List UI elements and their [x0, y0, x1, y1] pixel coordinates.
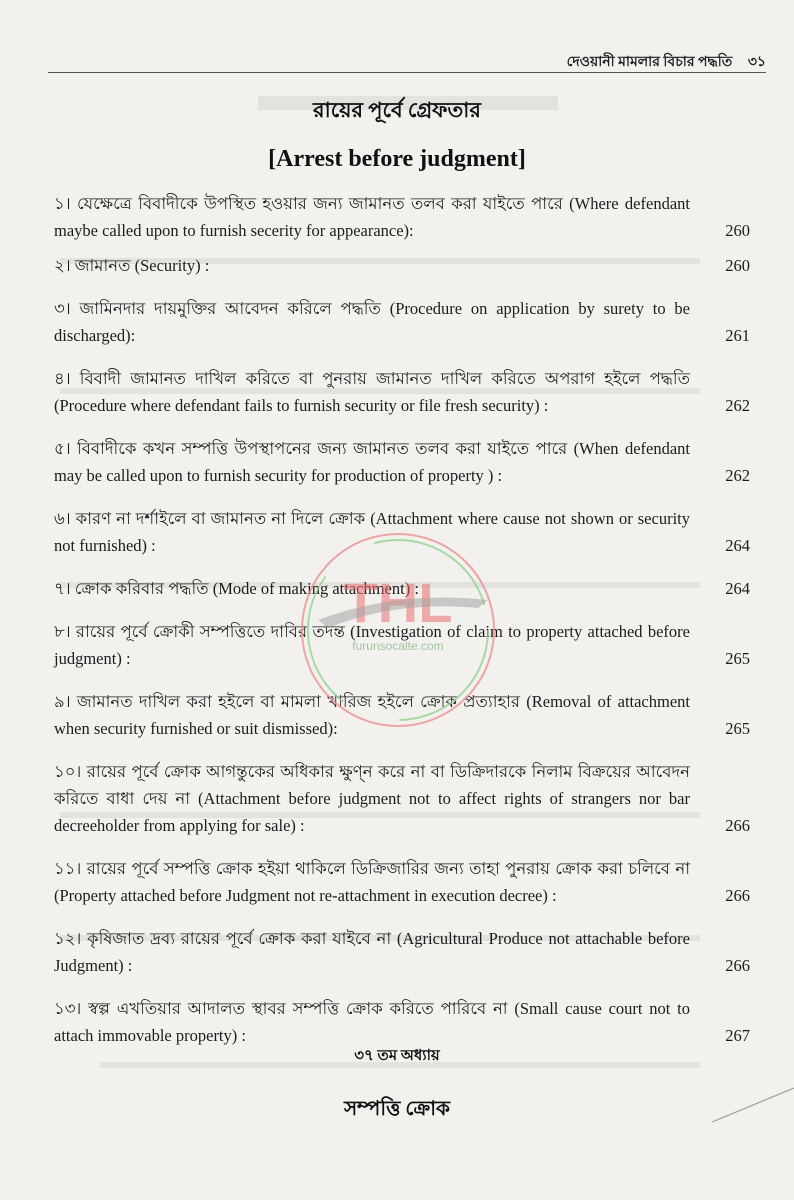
toc-entry: [54, 252, 750, 279]
next-chapter-number: ৩৭ তম অধ্যায়: [354, 1048, 440, 1064]
running-head: [567, 50, 766, 74]
toc-entry-text: ১৩। স্বল্প এখতিয়ার আদালত স্থাবর সম্পত্তি ক্রোক করিতে পারিবে না (Small cause court not to attach immovable property) :: [54, 999, 690, 1045]
toc-entry-text: ৬। কারণ না দর্শাইলে বা জামানত না দিলে ক্রোক (Attachment where cause not shown or security not furnished) :: [54, 509, 690, 555]
toc-entry: [54, 995, 750, 1049]
toc-entry: [54, 855, 750, 909]
toc-entry-text: ৩। জামিনদার দায়মুক্তির আবেদন করিলে পদ্ধতি (Procedure on application by surety to be discharged):: [54, 299, 690, 345]
header-rule: [48, 72, 766, 73]
toc-entry-page: 260: [725, 221, 750, 240]
toc-entry-text: ৪। বিবাদী জামানত দাখিল করিতে বা পুনরায় জামানত দাখিল করিতে অপরাগ হইলে পদ্ধতি (Procedure where defendant fails to furnish security or file fresh security) :: [54, 369, 690, 415]
chapter-title-english: [Arrest before judgment]: [268, 146, 526, 172]
toc-entry: [54, 505, 750, 559]
running-head-title: দেওয়ানী মামলার বিচার পদ্ধতি: [566, 55, 733, 70]
toc-entry-page: 262: [725, 396, 750, 415]
toc-entry: [54, 295, 750, 349]
toc-entry: [54, 365, 750, 419]
toc-entry-page: 261: [725, 326, 750, 345]
toc-entry-page: 264: [725, 579, 750, 598]
toc-entry-page: 260: [725, 256, 750, 275]
watermark-logo-text: THL: [343, 571, 453, 634]
toc-entry: [54, 190, 750, 244]
toc-entry-text: ৫। বিবাদীকে কখন সম্পত্তি উপস্থাপনের জন্য জামানত তলব করা যাইতে পারে (When defendant may be called upon to furnish security for production of property ) :: [54, 439, 690, 485]
toc-entries: [54, 190, 750, 1049]
toc-entry-text: ১। যেক্ষেত্রে বিবাদীকে উপস্থিত হওয়ার জন্য জামানত তলব করা যাইতে পারে (Where defendant maybe called upon to furnish secerity for appearance):: [54, 194, 690, 240]
toc-entry-text: ১০। রায়ের পূর্বে ক্রোক আগন্তুকের অধিকার ক্ষুণ্ন করে না বা ডিক্রিদারকে নিলাম বিক্রয়ের আবেদন করিতে বাধা দেয় না (Attachment before judgment not to affect rights of strangers nor bar decreeholder from applying for sale) :: [54, 762, 690, 835]
toc-entry-page: 264: [725, 536, 750, 555]
chapter-title-bengali: রায়ের পূর্বে গ্রেফতার: [313, 98, 481, 122]
toc-entry-text: ১২। কৃষিজাত দ্রব্য রায়ের পূর্বে ক্রোক করা যাইবে না (Agricultural Produce not attachable before Judgment) :: [54, 929, 690, 975]
toc-entry: [54, 688, 750, 742]
toc-entry-page: 266: [725, 956, 750, 975]
toc-entry-page: 265: [725, 649, 750, 668]
toc-entry-page: 266: [725, 886, 750, 905]
toc-entry: [54, 575, 750, 602]
toc-entry: [54, 925, 750, 979]
toc-entry: [54, 618, 750, 672]
next-chapter-title: সম্পত্তি ক্রোক: [343, 1098, 451, 1120]
toc-entry: [54, 758, 750, 839]
toc-entry-page: 262: [725, 466, 750, 485]
toc-entry-text: ৮। রায়ের পূর্বে ক্রোকী সম্পত্তিতে দাবির তদন্ত (Investigation of claim to property attached before judgment) :: [54, 622, 690, 668]
toc-entry-text: ৯। জামানত দাখিল করা হইলে বা মামলা খারিজ হইলে ক্রোক প্রত্যাহার (Removal of attachment when security furnished or suit dismissed):: [54, 692, 690, 738]
toc-entry-text: ২। জামানত (Security) :: [54, 256, 210, 275]
page-number: ৩১: [747, 55, 766, 70]
toc-entry-page: 267: [725, 1026, 750, 1045]
toc-entry-page: 266: [725, 816, 750, 835]
toc-entry-page: 265: [725, 719, 750, 738]
watermark-site: furunsocalte.com: [352, 639, 444, 653]
toc-entry-text: ৭। ক্রোক করিবার পদ্ধতি (Mode of making attachment) :: [54, 579, 419, 598]
toc-entry: [54, 435, 750, 489]
toc-entry-text: ১১। রায়ের পূর্বে সম্পত্তি ক্রোক হইয়া থাকিলে ডিক্রিজারির জন্য তাহা পুনরায় ক্রোক করা চলিবে না (Property attached before Judgment not re-attachment in execution decree) :: [54, 859, 690, 905]
